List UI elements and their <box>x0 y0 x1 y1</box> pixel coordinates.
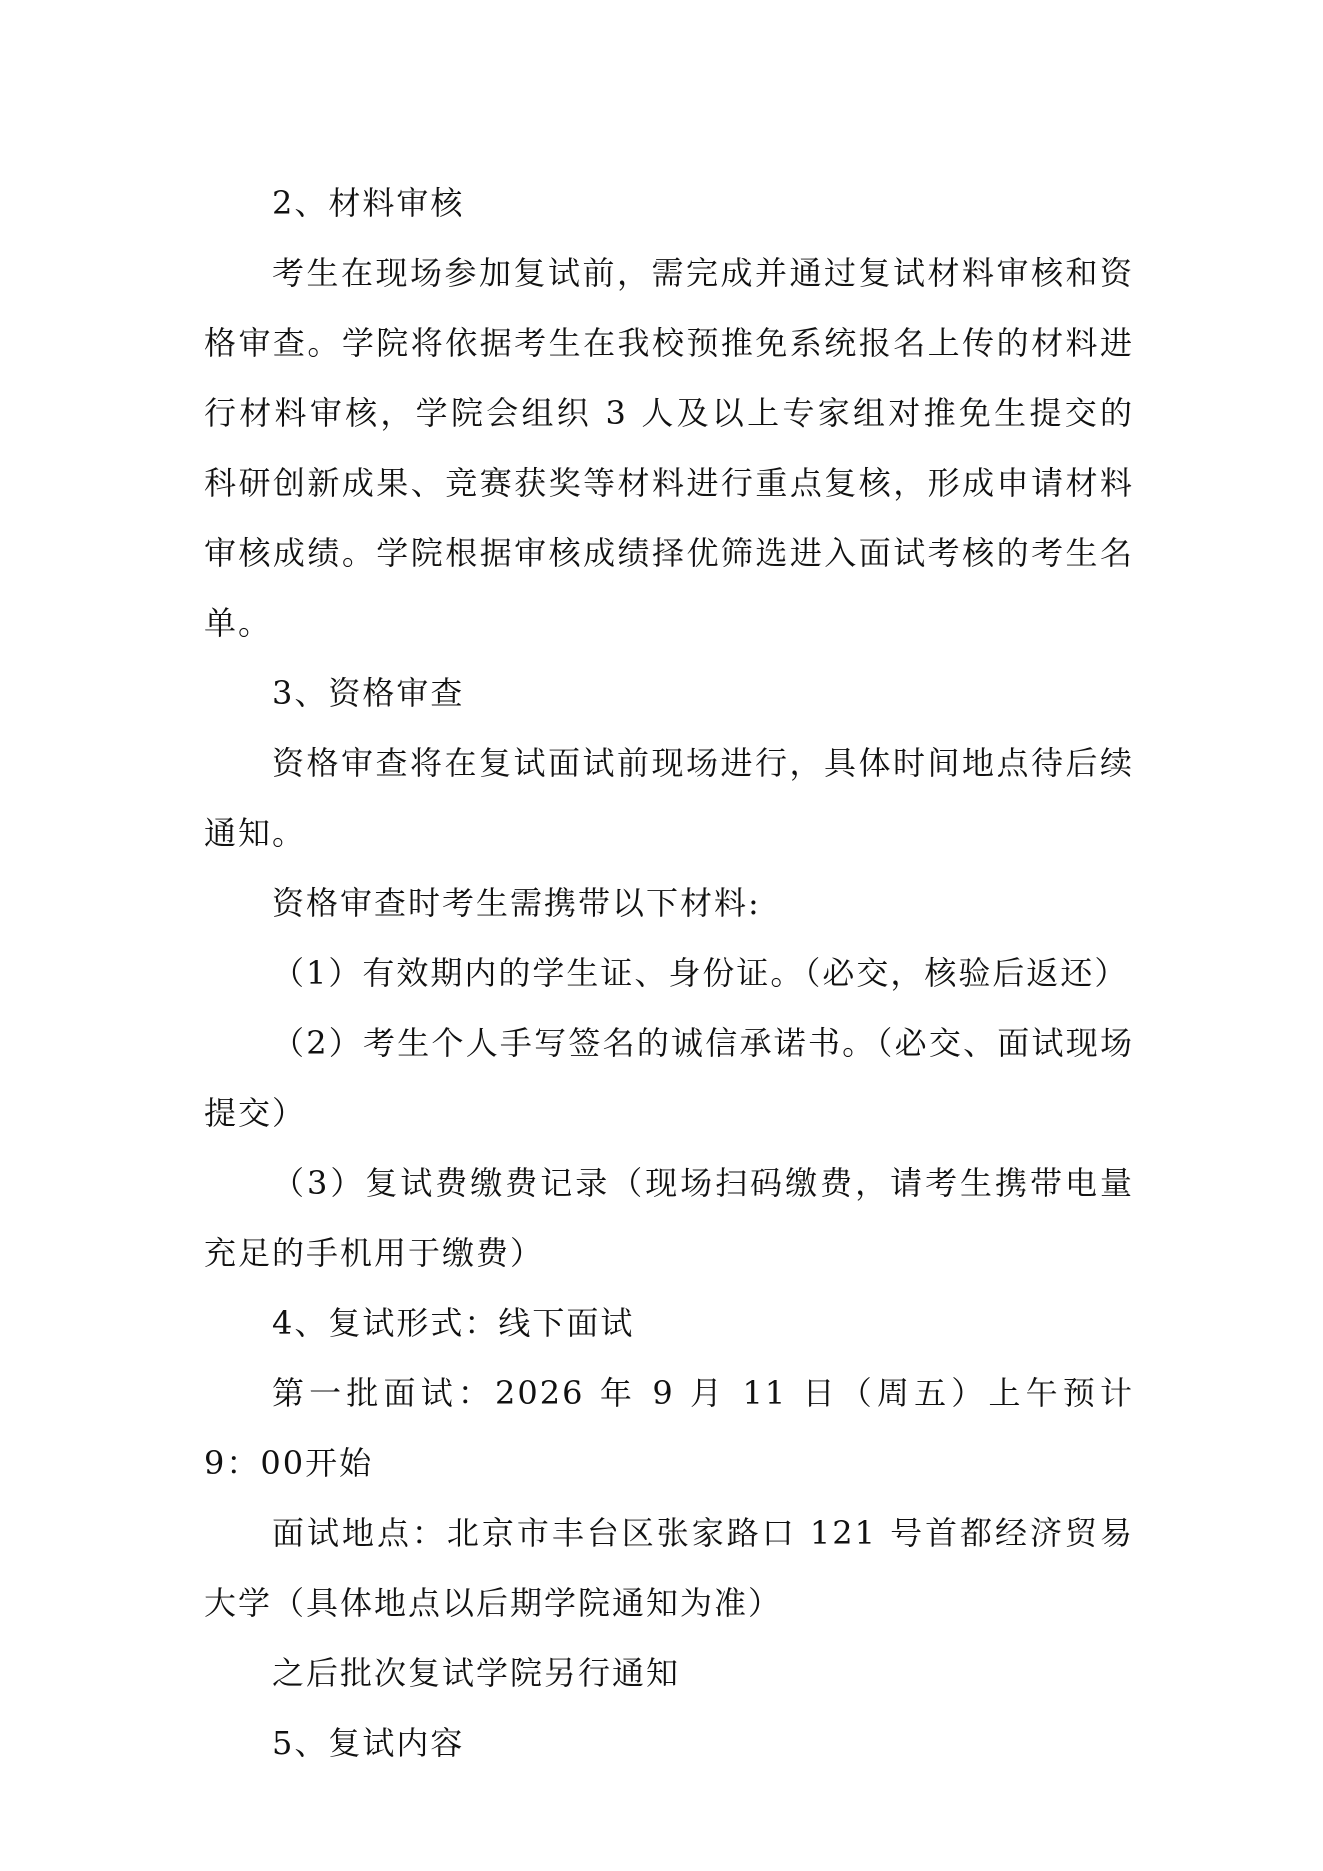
section-heading-material-review: 2、材料审核 <box>272 184 465 222</box>
paragraph-material-review: 考生在现场参加复试前，需完成并通过复试材料审核和资格审查。学院将依据考生在我校预推免系统报名上传的材料进行材料审核，学院会组织 3 人及以上专家组对推免生提交的科研创新成果、竞赛获奖等材料进行重点复核，形成申请材料审核成绩。学院根据审核成绩择优筛选进入面试考核的考生名单。 <box>204 254 1134 642</box>
paragraph-qualification-time: 资格审查将在复试面试前现场进行，具体时间地点待后续通知。 <box>204 744 1134 852</box>
document-body <box>204 168 1134 1778</box>
section-heading-interview-format: 4、复试形式：线下面试 <box>272 1304 635 1342</box>
list-item-integrity-pledge: （2）考生个人手写签名的诚信承诺书。（必交、面试现场提交） <box>204 1024 1134 1132</box>
list-item-fee-record: （3）复试费缴费记录（现场扫码缴费，请考生携带电量充足的手机用于缴费） <box>204 1164 1134 1272</box>
paragraph-required-materials: 资格审查时考生需携带以下材料: <box>272 884 761 922</box>
section-heading-qualification-check: 3、资格审查 <box>272 674 465 712</box>
section-heading-interview-content: 5、复试内容 <box>272 1724 465 1762</box>
paragraph-later-batches: 之后批次复试学院另行通知 <box>272 1654 681 1692</box>
paragraph-first-batch-interview: 第一批面试：2026 年 9 月 11 日（周五）上午预计 9：00开始 <box>204 1374 1134 1482</box>
paragraph-interview-location: 面试地点：北京市丰台区张家路口 121 号首都经济贸易大学（具体地点以后期学院通知为准） <box>204 1514 1134 1622</box>
list-item-student-id: （1）有效期内的学生证、身份证。（必交，核验后返还） <box>272 954 1129 992</box>
